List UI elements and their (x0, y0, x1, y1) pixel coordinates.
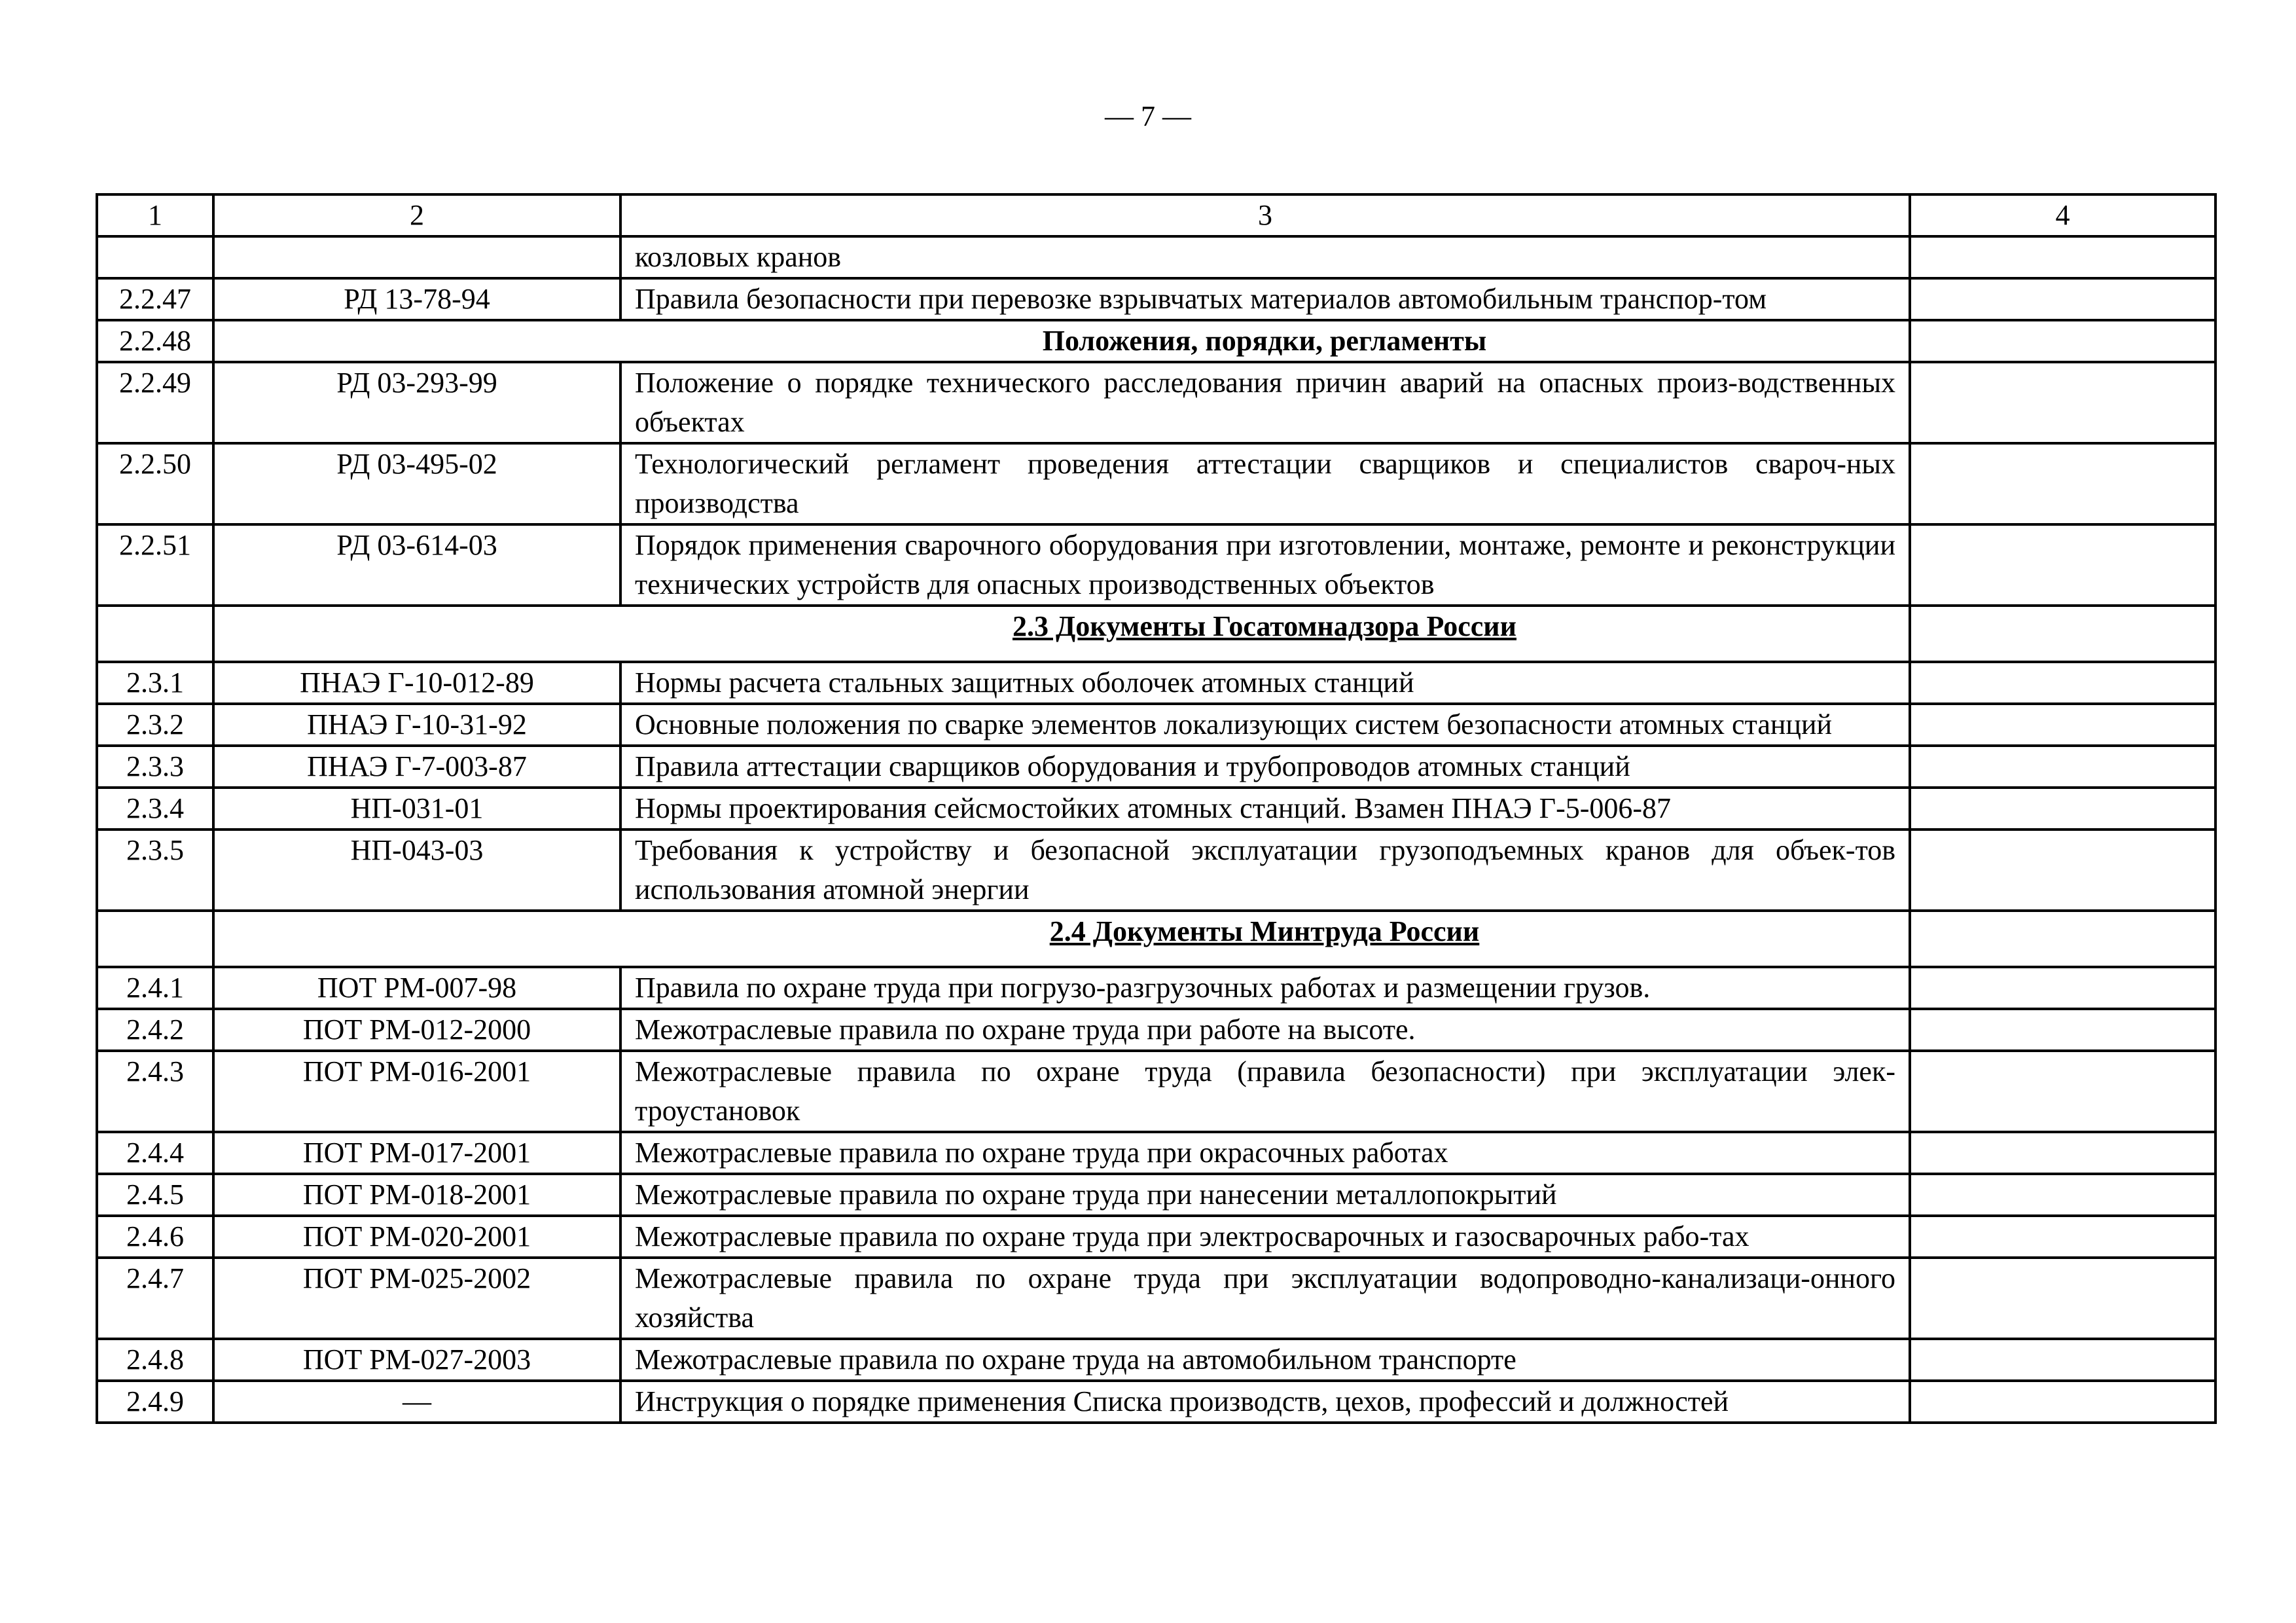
document-code-cell: ПОТ РМ-027-2003 (213, 1339, 620, 1381)
document-title-cell: Межотраслевые правила по охране труда на автомобильном транспорте (620, 1339, 1910, 1381)
row-number-cell: 2.3.3 (97, 746, 213, 788)
document-code-cell: РД 13-78-94 (213, 278, 620, 320)
table-body (97, 194, 2215, 1423)
column-header-4: 4 (1910, 194, 2215, 236)
table-row (97, 662, 2215, 704)
note-cell (1910, 1339, 2215, 1381)
document-code-cell: ПОТ РМ-025-2002 (213, 1258, 620, 1339)
note-cell (1910, 1132, 2215, 1174)
document-title-cell: Межотраслевые правила по охране труда при окрасочных работах (620, 1132, 1910, 1174)
table-row (97, 320, 2215, 362)
table-row (97, 606, 2215, 662)
document-code-cell: ПОТ РМ-020-2001 (213, 1216, 620, 1258)
table-row (97, 788, 2215, 830)
document-code-cell: ПНАЭ Г-7-003-87 (213, 746, 620, 788)
table-row (97, 1339, 2215, 1381)
document-code-cell: РД 03-495-02 (213, 443, 620, 524)
table-row (97, 443, 2215, 524)
table-row (97, 524, 2215, 606)
section-spacer-cell (213, 911, 620, 967)
document-code-cell (213, 236, 620, 278)
column-header-2: 2 (213, 194, 620, 236)
document-title-cell: Инструкция о порядке применения Списка производств, цехов, профессий и должностей (620, 1381, 1910, 1423)
row-number-cell: 2.2.51 (97, 524, 213, 606)
row-number-cell: 2.2.48 (97, 320, 213, 362)
row-number-cell: 2.3.1 (97, 662, 213, 704)
document-code-cell: ПОТ РМ-017-2001 (213, 1132, 620, 1174)
note-cell (1910, 746, 2215, 788)
table-row (97, 1216, 2215, 1258)
document-title-cell: Межотраслевые правила по охране труда при эксплуатации водопроводно-канализаци-онного хозяйства (620, 1258, 1910, 1339)
document-code-cell: ПНАЭ Г-10-31-92 (213, 704, 620, 746)
table-row (97, 911, 2215, 967)
row-number-cell: 2.2.49 (97, 362, 213, 443)
row-number-cell: 2.3.2 (97, 704, 213, 746)
subsection-heading: 2.4 Документы Минтруда России (620, 911, 1910, 967)
document-code-cell: ПНАЭ Г-10-012-89 (213, 662, 620, 704)
document-title-cell: Межотраслевые правила по охране труда при электросварочных и газосварочных рабо-тах (620, 1216, 1910, 1258)
document-code-cell: ПОТ РМ-012-2000 (213, 1009, 620, 1051)
table-row (97, 967, 2215, 1009)
note-cell (1910, 967, 2215, 1009)
section-spacer-cell (213, 606, 620, 662)
document-title-cell: Межотраслевые правила по охране труда при нанесении металлопокрытий (620, 1174, 1910, 1216)
section-heading: Положения, порядки, регламенты (620, 320, 1910, 362)
row-number-cell: 2.4.6 (97, 1216, 213, 1258)
document-title-cell: Правила по охране труда при погрузо-разгрузочных работах и размещении грузов. (620, 967, 1910, 1009)
document-title-cell: Межотраслевые правила по охране труда (правила безопасности) при эксплуатации элек-троустановок (620, 1051, 1910, 1132)
row-number-cell (97, 236, 213, 278)
page-number: — 7 — (1105, 100, 1191, 132)
table-row (97, 236, 2215, 278)
document-title-cell: Технологический регламент проведения аттестации сварщиков и специалистов свароч-ных производства (620, 443, 1910, 524)
note-cell (1910, 1381, 2215, 1423)
note-cell (1910, 830, 2215, 911)
document-code-cell: РД 03-614-03 (213, 524, 620, 606)
document-title-cell: Нормы проектирования сейсмостойких атомных станций. Взамен ПНАЭ Г-5-006-87 (620, 788, 1910, 830)
row-number-cell: 2.4.5 (97, 1174, 213, 1216)
document-code-cell: ПОТ РМ-016-2001 (213, 1051, 620, 1132)
table-row (97, 1009, 2215, 1051)
document-code-cell: ПОТ РМ-018-2001 (213, 1174, 620, 1216)
section-spacer-cell (213, 320, 620, 362)
table-header-row (97, 194, 2215, 236)
document-code-cell: НП-031-01 (213, 788, 620, 830)
note-cell (1910, 1051, 2215, 1132)
table-row (97, 704, 2215, 746)
note-cell (1910, 788, 2215, 830)
document-title-cell: Требования к устройству и безопасной эксплуатации грузоподъемных кранов для объек-тов использования атомной энергии (620, 830, 1910, 911)
row-number-cell: 2.4.7 (97, 1258, 213, 1339)
row-number-cell: 2.4.2 (97, 1009, 213, 1051)
note-cell (1910, 524, 2215, 606)
document-title-cell: Правила безопасности при перевозке взрывчатых материалов автомобильным транспор-том (620, 278, 1910, 320)
row-number-cell (97, 911, 213, 967)
row-number-cell: 2.3.4 (97, 788, 213, 830)
document-code-cell: ПОТ РМ-007-98 (213, 967, 620, 1009)
row-number-cell: 2.4.3 (97, 1051, 213, 1132)
column-header-1: 1 (97, 194, 213, 236)
row-number-cell: 2.4.8 (97, 1339, 213, 1381)
table-row (97, 362, 2215, 443)
document-title-cell: Нормы расчета стальных защитных оболочек атомных станций (620, 662, 1910, 704)
note-cell (1910, 320, 2215, 362)
row-number-cell: 2.2.47 (97, 278, 213, 320)
document-title-cell: Положение о порядке технического расследования причин аварий на опасных произ-водственных объектах (620, 362, 1910, 443)
note-cell (1910, 278, 2215, 320)
note-cell (1910, 443, 2215, 524)
row-number-cell (97, 606, 213, 662)
document-title-cell: Основные положения по сварке элементов локализующих систем безопасности атомных станций (620, 704, 1910, 746)
note-cell (1910, 662, 2215, 704)
document-code-cell: РД 03-293-99 (213, 362, 620, 443)
note-cell (1910, 1174, 2215, 1216)
document-title-cell: козловых кранов (620, 236, 1910, 278)
row-number-cell: 2.4.4 (97, 1132, 213, 1174)
note-cell (1910, 362, 2215, 443)
table-row (97, 830, 2215, 911)
row-number-cell: 2.2.50 (97, 443, 213, 524)
table-row (97, 746, 2215, 788)
table-row (97, 1132, 2215, 1174)
document-title-cell: Межотраслевые правила по охране труда при работе на высоте. (620, 1009, 1910, 1051)
note-cell (1910, 704, 2215, 746)
table-row (97, 1381, 2215, 1423)
subsection-heading: 2.3 Документы Госатомнадзора России (620, 606, 1910, 662)
column-header-3: 3 (620, 194, 1910, 236)
note-cell (1910, 606, 2215, 662)
table-row (97, 1174, 2215, 1216)
table-row (97, 278, 2215, 320)
document-title-cell: Правила аттестации сварщиков оборудования и трубопроводов атомных станций (620, 746, 1910, 788)
row-number-cell: 2.4.1 (97, 967, 213, 1009)
note-cell (1910, 1258, 2215, 1339)
table-row (97, 1258, 2215, 1339)
row-number-cell: 2.3.5 (97, 830, 213, 911)
table-row (97, 1051, 2215, 1132)
document-code-cell: — (213, 1381, 620, 1423)
document-table (96, 193, 2217, 1424)
note-cell (1910, 1216, 2215, 1258)
row-number-cell: 2.4.9 (97, 1381, 213, 1423)
note-cell (1910, 236, 2215, 278)
note-cell (1910, 1009, 2215, 1051)
document-code-cell: НП-043-03 (213, 830, 620, 911)
document-title-cell: Порядок применения сварочного оборудования при изготовлении, монтаже, ремонте и реконструкции технических устройств для опасных производственных объектов (620, 524, 1910, 606)
note-cell (1910, 911, 2215, 967)
